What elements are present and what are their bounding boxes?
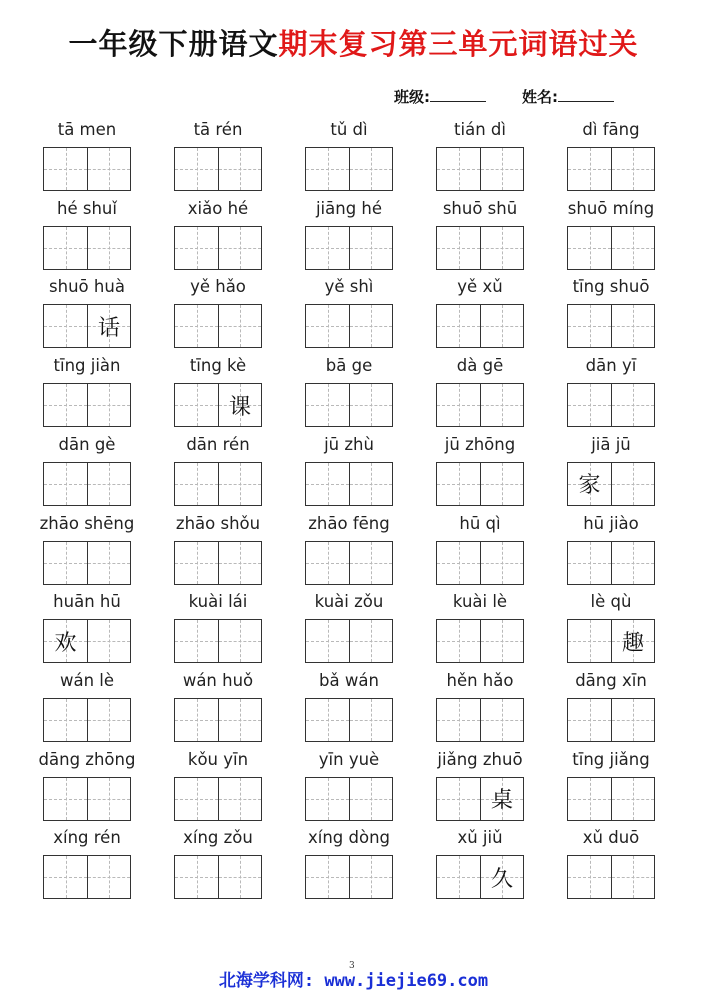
given-character: 家 (578, 473, 601, 499)
given-character: 久 (490, 866, 513, 892)
writing-box (436, 304, 524, 348)
tian-grid-square[interactable] (349, 620, 392, 662)
writing-box (567, 304, 655, 348)
tian-grid-square[interactable] (349, 305, 392, 347)
tian-grid-square[interactable] (44, 305, 87, 347)
pinyin-label: xǔ duō (582, 828, 640, 848)
writing-box (436, 147, 524, 191)
word-item (554, 749, 668, 821)
word-item (423, 749, 537, 821)
word-item (292, 119, 406, 191)
tian-grid-square[interactable] (611, 778, 654, 820)
writing-box (305, 855, 393, 899)
word-item (292, 827, 406, 899)
footer-watermark: 北海学科网: www.jiejie69.com (218, 971, 489, 991)
writing-box (567, 147, 655, 191)
writing-box (436, 226, 524, 270)
writing-box (43, 777, 131, 821)
given-character: 课 (228, 394, 251, 420)
word-item (423, 276, 537, 348)
writing-box (305, 541, 393, 585)
word-item (423, 670, 537, 742)
given-character: 话 (97, 315, 120, 341)
tian-grid-square[interactable] (87, 699, 130, 741)
word-item (423, 355, 537, 427)
tian-grid-square[interactable] (175, 620, 218, 662)
pinyin-label: zhāo fēng (308, 513, 390, 533)
writing-box (305, 619, 393, 663)
tian-grid-square[interactable] (437, 463, 480, 505)
word-item (554, 670, 668, 742)
given-character: 桌 (490, 788, 513, 814)
writing-box (43, 698, 131, 742)
word-item (423, 434, 537, 506)
writing-box (436, 777, 524, 821)
writing-box (436, 619, 524, 663)
pinyin-label: xíng zǒu (183, 828, 253, 848)
writing-box (43, 462, 131, 506)
pinyin-label: xiǎo hé (187, 198, 249, 218)
tian-grid-square[interactable] (611, 620, 654, 662)
writing-box (43, 619, 131, 663)
writing-box (305, 462, 393, 506)
word-item (30, 119, 144, 191)
pinyin-label: zhāo shēng (39, 513, 135, 533)
word-item (292, 513, 406, 585)
tian-grid-square[interactable] (568, 778, 611, 820)
word-item (292, 670, 406, 742)
pinyin-label: hěn hǎo (446, 670, 514, 690)
word-item (554, 591, 668, 663)
tian-grid-square[interactable] (480, 305, 523, 347)
writing-box (567, 383, 655, 427)
tian-grid-square[interactable] (306, 620, 349, 662)
tian-grid-square[interactable] (175, 384, 218, 426)
word-item (423, 513, 537, 585)
word-item (30, 198, 144, 270)
pinyin-label: tīng jiǎng (572, 749, 650, 769)
tian-grid-square[interactable] (568, 699, 611, 741)
tian-grid-square[interactable] (568, 148, 611, 190)
writing-box (436, 383, 524, 427)
writing-box (174, 698, 262, 742)
tian-grid-square[interactable] (218, 463, 261, 505)
pinyin-label: tǔ dì (330, 120, 368, 139)
word-item (161, 198, 275, 270)
pinyin-label: wán lè (59, 670, 115, 690)
class-label: 班级: (394, 88, 430, 106)
writing-box (43, 226, 131, 270)
tian-grid-square[interactable] (175, 699, 218, 741)
page-number: 3 (349, 961, 355, 971)
tian-grid-square[interactable] (306, 463, 349, 505)
tian-grid-square[interactable] (44, 384, 87, 426)
tian-grid-square[interactable] (611, 227, 654, 269)
given-character: 欢 (54, 630, 77, 656)
tian-grid-square[interactable] (611, 856, 654, 898)
tian-grid-square[interactable] (349, 148, 392, 190)
tian-grid-square[interactable] (349, 856, 392, 898)
tian-grid-square[interactable] (175, 542, 218, 584)
word-item (292, 198, 406, 270)
tian-grid-square[interactable] (349, 699, 392, 741)
pinyin-label: huān hū (53, 592, 121, 612)
writing-box (436, 855, 524, 899)
word-item (161, 355, 275, 427)
writing-box (567, 226, 655, 270)
tian-grid-square[interactable] (306, 699, 349, 741)
name-label: 姓名: (522, 88, 558, 106)
pinyin-label: dāng zhōng (38, 749, 136, 769)
tian-grid-square[interactable] (44, 699, 87, 741)
tian-grid-square[interactable] (349, 778, 392, 820)
pinyin-label: tā men (57, 120, 117, 139)
tian-grid-square[interactable] (349, 227, 392, 269)
tian-grid-square[interactable] (218, 384, 261, 426)
writing-box (174, 619, 262, 663)
page-title (0, 22, 707, 63)
word-item (30, 749, 144, 821)
pinyin-label: xíng dòng (307, 828, 391, 848)
student-info (394, 86, 614, 107)
pinyin-label: dà gē (456, 356, 504, 376)
tian-grid-square[interactable] (437, 699, 480, 741)
tian-grid-square[interactable] (437, 620, 480, 662)
tian-grid-square[interactable] (44, 542, 87, 584)
writing-box (567, 698, 655, 742)
word-item (30, 434, 144, 506)
tian-grid-square[interactable] (568, 620, 611, 662)
tian-grid-square[interactable] (218, 620, 261, 662)
tian-grid-square[interactable] (87, 856, 130, 898)
writing-box (43, 304, 131, 348)
pinyin-label: yě xǔ (457, 277, 503, 297)
writing-box (174, 462, 262, 506)
tian-grid-square[interactable] (568, 384, 611, 426)
tian-grid-square[interactable] (480, 699, 523, 741)
tian-grid-square[interactable] (87, 148, 130, 190)
tian-grid-square[interactable] (437, 227, 480, 269)
writing-box (43, 541, 131, 585)
pinyin-label: jiāng hé (315, 198, 383, 218)
writing-box (174, 147, 262, 191)
pinyin-label: bā ge (325, 356, 373, 376)
tian-grid-square[interactable] (306, 778, 349, 820)
tian-grid-square[interactable] (44, 227, 87, 269)
word-item (30, 355, 144, 427)
tian-grid-square[interactable] (611, 699, 654, 741)
tian-grid-square[interactable] (175, 305, 218, 347)
pinyin-label: yě hǎo (190, 277, 246, 297)
tian-grid-square[interactable] (87, 620, 130, 662)
word-item (30, 670, 144, 742)
writing-box (43, 147, 131, 191)
word-item (30, 276, 144, 348)
title-red: 期末复习第三单元词语过关 (278, 27, 639, 61)
pinyin-label: tīng jiàn (53, 356, 121, 376)
pinyin-label: kuài lái (188, 592, 248, 612)
tian-grid-square[interactable] (44, 856, 87, 898)
tian-grid-square[interactable] (437, 148, 480, 190)
tian-grid-square[interactable] (611, 148, 654, 190)
pinyin-label: dān rén (186, 434, 250, 454)
tian-grid-square[interactable] (306, 384, 349, 426)
word-item (161, 749, 275, 821)
word-item (161, 276, 275, 348)
tian-grid-square[interactable] (218, 305, 261, 347)
pinyin-label: jiā jū (591, 434, 631, 454)
tian-grid-square[interactable] (349, 463, 392, 505)
tian-grid-square[interactable] (480, 463, 523, 505)
tian-grid-square[interactable] (306, 148, 349, 190)
tian-grid-square[interactable] (437, 305, 480, 347)
pinyin-label: dān gè (58, 434, 116, 454)
tian-grid-square[interactable] (306, 856, 349, 898)
writing-box (567, 777, 655, 821)
pinyin-label: shuō huà (49, 277, 125, 297)
tian-grid-square[interactable] (306, 542, 349, 584)
word-item (554, 827, 668, 899)
tian-grid-square[interactable] (218, 227, 261, 269)
word-item (554, 198, 668, 270)
word-item (292, 276, 406, 348)
pinyin-label: tián dì (454, 120, 506, 139)
writing-box (567, 855, 655, 899)
tian-grid-square[interactable] (87, 463, 130, 505)
tian-grid-square[interactable] (480, 620, 523, 662)
word-item (30, 591, 144, 663)
pinyin-label: hū qì (459, 513, 501, 533)
pinyin-label: xǔ jiǔ (457, 828, 503, 848)
tian-grid-square[interactable] (175, 856, 218, 898)
tian-grid-square[interactable] (480, 148, 523, 190)
tian-grid-square[interactable] (349, 384, 392, 426)
pinyin-label: shuō shū (442, 198, 518, 218)
pinyin-label: xíng rén (53, 828, 121, 848)
writing-box (436, 541, 524, 585)
writing-box (305, 304, 393, 348)
pinyin-label: hū jiào (583, 513, 639, 533)
word-item (30, 827, 144, 899)
pinyin-label: jiǎng zhuō (437, 749, 523, 769)
tian-grid-square[interactable] (568, 463, 611, 505)
tian-grid-square[interactable] (568, 227, 611, 269)
tian-grid-square[interactable] (611, 463, 654, 505)
tian-grid-square[interactable] (480, 227, 523, 269)
pinyin-label: dì fāng (582, 120, 640, 139)
writing-box (174, 541, 262, 585)
tian-grid-square[interactable] (306, 305, 349, 347)
writing-box (305, 383, 393, 427)
tian-grid-square[interactable] (175, 148, 218, 190)
pinyin-label: shuō míng (567, 198, 655, 218)
tian-grid-square[interactable] (218, 856, 261, 898)
tian-grid-square[interactable] (87, 305, 130, 347)
writing-box (43, 855, 131, 899)
tian-grid-square[interactable] (611, 384, 654, 426)
word-item (554, 355, 668, 427)
tian-grid-square[interactable] (218, 148, 261, 190)
word-item (161, 670, 275, 742)
pinyin-label: dān yī (585, 356, 637, 376)
pinyin-label: jū zhōng (444, 434, 516, 454)
pinyin-label: kǒu yīn (187, 749, 249, 769)
tian-grid-square[interactable] (568, 856, 611, 898)
tian-grid-square[interactable] (480, 856, 523, 898)
tian-grid-square[interactable] (87, 778, 130, 820)
tian-grid-square[interactable] (175, 227, 218, 269)
word-item (292, 434, 406, 506)
title-black: 一年级下册语文 (68, 27, 279, 61)
writing-box (305, 777, 393, 821)
name-field[interactable] (558, 87, 614, 102)
tian-grid-square[interactable] (44, 778, 87, 820)
class-field[interactable] (430, 87, 486, 102)
writing-box (567, 541, 655, 585)
writing-box (174, 304, 262, 348)
writing-box (43, 383, 131, 427)
writing-box (436, 462, 524, 506)
word-item (161, 827, 275, 899)
word-item (161, 119, 275, 191)
given-character: 趣 (621, 630, 644, 656)
pinyin-label: tīng kè (189, 356, 247, 376)
tian-grid-square[interactable] (44, 620, 87, 662)
tian-grid-square[interactable] (218, 699, 261, 741)
pinyin-label: dāng xīn (575, 670, 647, 690)
word-item (554, 434, 668, 506)
writing-box (174, 777, 262, 821)
word-item (423, 119, 537, 191)
word-item (423, 198, 537, 270)
tian-grid-square[interactable] (218, 778, 261, 820)
word-item (30, 513, 144, 585)
word-item (423, 591, 537, 663)
word-item (554, 513, 668, 585)
pinyin-label: yě shì (324, 277, 374, 297)
word-item (292, 749, 406, 821)
writing-box (436, 698, 524, 742)
writing-box (174, 226, 262, 270)
pinyin-label: lè qù (590, 592, 632, 612)
tian-grid-square[interactable] (218, 542, 261, 584)
pinyin-label: wán huǒ (182, 670, 254, 690)
writing-box (305, 226, 393, 270)
tian-grid-square[interactable] (175, 463, 218, 505)
word-item (423, 827, 537, 899)
tian-grid-square[interactable] (175, 778, 218, 820)
pinyin-label: jū zhù (324, 434, 374, 454)
pinyin-label: zhāo shǒu (175, 513, 261, 533)
writing-box (567, 462, 655, 506)
writing-box (567, 619, 655, 663)
pinyin-label: hé shuǐ (57, 198, 117, 218)
tian-grid-square[interactable] (437, 542, 480, 584)
writing-box (174, 383, 262, 427)
tian-grid-square[interactable] (44, 463, 87, 505)
pinyin-label: bǎ wán (319, 670, 379, 690)
tian-grid-square[interactable] (480, 778, 523, 820)
word-item (161, 513, 275, 585)
writing-box (174, 855, 262, 899)
writing-box (305, 698, 393, 742)
pinyin-label: kuài lè (452, 592, 508, 612)
tian-grid-square[interactable] (437, 778, 480, 820)
pinyin-label: tā rén (193, 120, 243, 139)
pinyin-label: kuài zǒu (314, 592, 384, 612)
tian-grid-square[interactable] (611, 542, 654, 584)
tian-grid-square[interactable] (87, 542, 130, 584)
word-item (161, 591, 275, 663)
pinyin-label: tīng shuō (572, 277, 650, 297)
word-item (292, 591, 406, 663)
tian-grid-square[interactable] (568, 305, 611, 347)
tian-grid-square[interactable] (568, 542, 611, 584)
tian-grid-square[interactable] (611, 305, 654, 347)
word-item (554, 276, 668, 348)
tian-grid-square[interactable] (306, 227, 349, 269)
pinyin-label: yīn yuè (318, 749, 380, 769)
tian-grid-square[interactable] (349, 542, 392, 584)
word-item (554, 119, 668, 191)
tian-grid-square[interactable] (87, 384, 130, 426)
tian-grid-square[interactable] (44, 148, 87, 190)
tian-grid-square[interactable] (87, 227, 130, 269)
word-item (292, 355, 406, 427)
tian-grid-square[interactable] (480, 542, 523, 584)
word-item (161, 434, 275, 506)
tian-grid-square[interactable] (437, 384, 480, 426)
tian-grid-square[interactable] (437, 856, 480, 898)
writing-box (305, 147, 393, 191)
tian-grid-square[interactable] (480, 384, 523, 426)
